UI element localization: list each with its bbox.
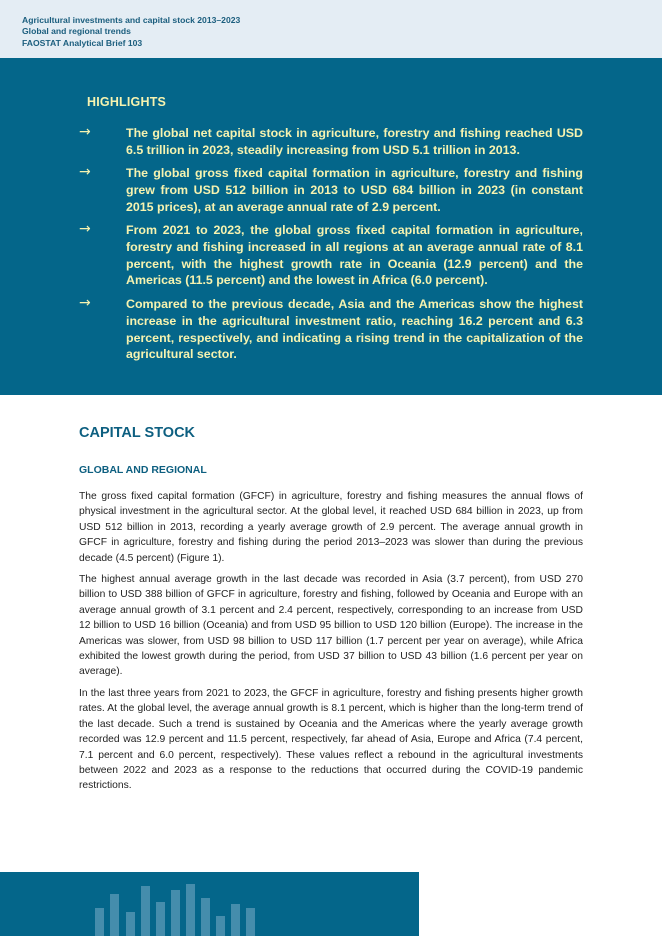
bar-chart-graphic-icon bbox=[0, 872, 419, 936]
header-subtitle: Global and regional trends bbox=[22, 26, 131, 36]
body-paragraph: The highest annual average growth in the last decade was recorded in Asia (3.7 percent), from USD 270 billion to USD 388 billion of GFCF in agriculture, forestry and fishing, followed by Oceania and Europe with an average annual growth of 3.1 percent and 2.4 percent, respectively, corresponding to an increase from USD 12 billion to USD 16 billion (Oceania) and from USD 95 billion to USD 120 billion (Europe). The increase in the Americas was slower, from USD 98 billion to USD 117 billion (1.7 percent per year on average), while Africa exhibited the lowest growth during the period, from USD 37 billion to USD 43 billion (1.6 percent per year on average). bbox=[79, 574, 583, 678]
body-paragraph: In the last three years from 2021 to 2023, the GFCF in agriculture, forestry and fishing presents higher growth rates. At the global level, the average annual growth is 8.1 percent, which is higher than the long-term trend of the last decade. Such a trend is sustained by Oceania and the Americas where the yearly average growth recorded was 12.9 percent and 11.5 percent, respectively, far ahead of Asia, Europe and Africa (7.4 percent, 7.1 percent and 6.0 percent, respectively). These values reflect a rebound in the agricultural investments between 2022 and 2023 as a response to the reductions that occurred during the COVID-19 pandemic restrictions. bbox=[79, 688, 583, 792]
arrow-icon: → bbox=[79, 164, 91, 180]
highlight-text: The global net capital stock in agriculture, forestry and fishing reached USD 6.5 trillion in 2023, steadily increasing from USD 5.1 trillion in 2013. bbox=[126, 126, 583, 157]
decor-bar bbox=[171, 890, 180, 936]
footer-decoration bbox=[0, 872, 419, 936]
decor-bar bbox=[110, 894, 119, 936]
decor-bar bbox=[126, 912, 135, 936]
subsection-title: GLOBAL AND REGIONAL bbox=[79, 464, 207, 476]
decor-bar bbox=[231, 904, 240, 936]
body-paragraph: The gross fixed capital formation (GFCF) in agriculture, forestry and fishing measures the annual flows of physical investment in the agricultural sector. At the global level, it reached USD 684 billion in 2023, up from USD 512 billion in 2013, recording a yearly average growth of 2.9 percent. The average annual growth in GFCF in agriculture, forestry and fishing during the period 2013–2023 was slower than during the previous decade (4.5 percent) (Figure 1). bbox=[79, 491, 583, 564]
highlights-box bbox=[0, 58, 662, 395]
decor-bar bbox=[201, 898, 210, 936]
document-header bbox=[0, 0, 662, 58]
decor-bar bbox=[156, 902, 165, 936]
header-title: Agricultural investments and capital stock 2013–2023 bbox=[22, 15, 241, 25]
decor-bar bbox=[186, 884, 195, 936]
highlight-text: From 2021 to 2023, the global gross fixed capital formation in agriculture, forestry and fishing increased in all regions at an average annual rate of 8.1 percent, with the highest growth rate in Oceania (12.9 percent) and the Americas (11.5 percent) and the lowest in Africa (6.0 percent). bbox=[126, 223, 583, 288]
arrow-icon: → bbox=[79, 221, 91, 237]
highlights-title: HIGHLIGHTS bbox=[87, 95, 167, 109]
arrow-icon: → bbox=[79, 295, 91, 311]
header-series: FAOSTAT Analytical Brief 103 bbox=[22, 38, 143, 48]
decor-bar bbox=[246, 908, 255, 936]
decor-bar bbox=[216, 916, 225, 936]
decor-bar bbox=[95, 908, 104, 936]
decor-bar bbox=[141, 886, 150, 936]
highlight-text: Compared to the previous decade, Asia and the Americas show the highest increase in the agricultural investment ratio, reaching 16.2 percent and 6.3 percent, respectively, and indicating a rising trend in the capitalization of the agricultural sector. bbox=[126, 297, 583, 362]
section-title: CAPITAL STOCK bbox=[79, 425, 196, 441]
arrow-icon: → bbox=[79, 124, 91, 140]
highlight-text: The global gross fixed capital formation in agriculture, forestry and fishing grew from USD 512 billion in 2013 to USD 684 billion in 2023 (in constant 2015 prices), at an average annual rate of 2.9 percent. bbox=[126, 166, 583, 214]
